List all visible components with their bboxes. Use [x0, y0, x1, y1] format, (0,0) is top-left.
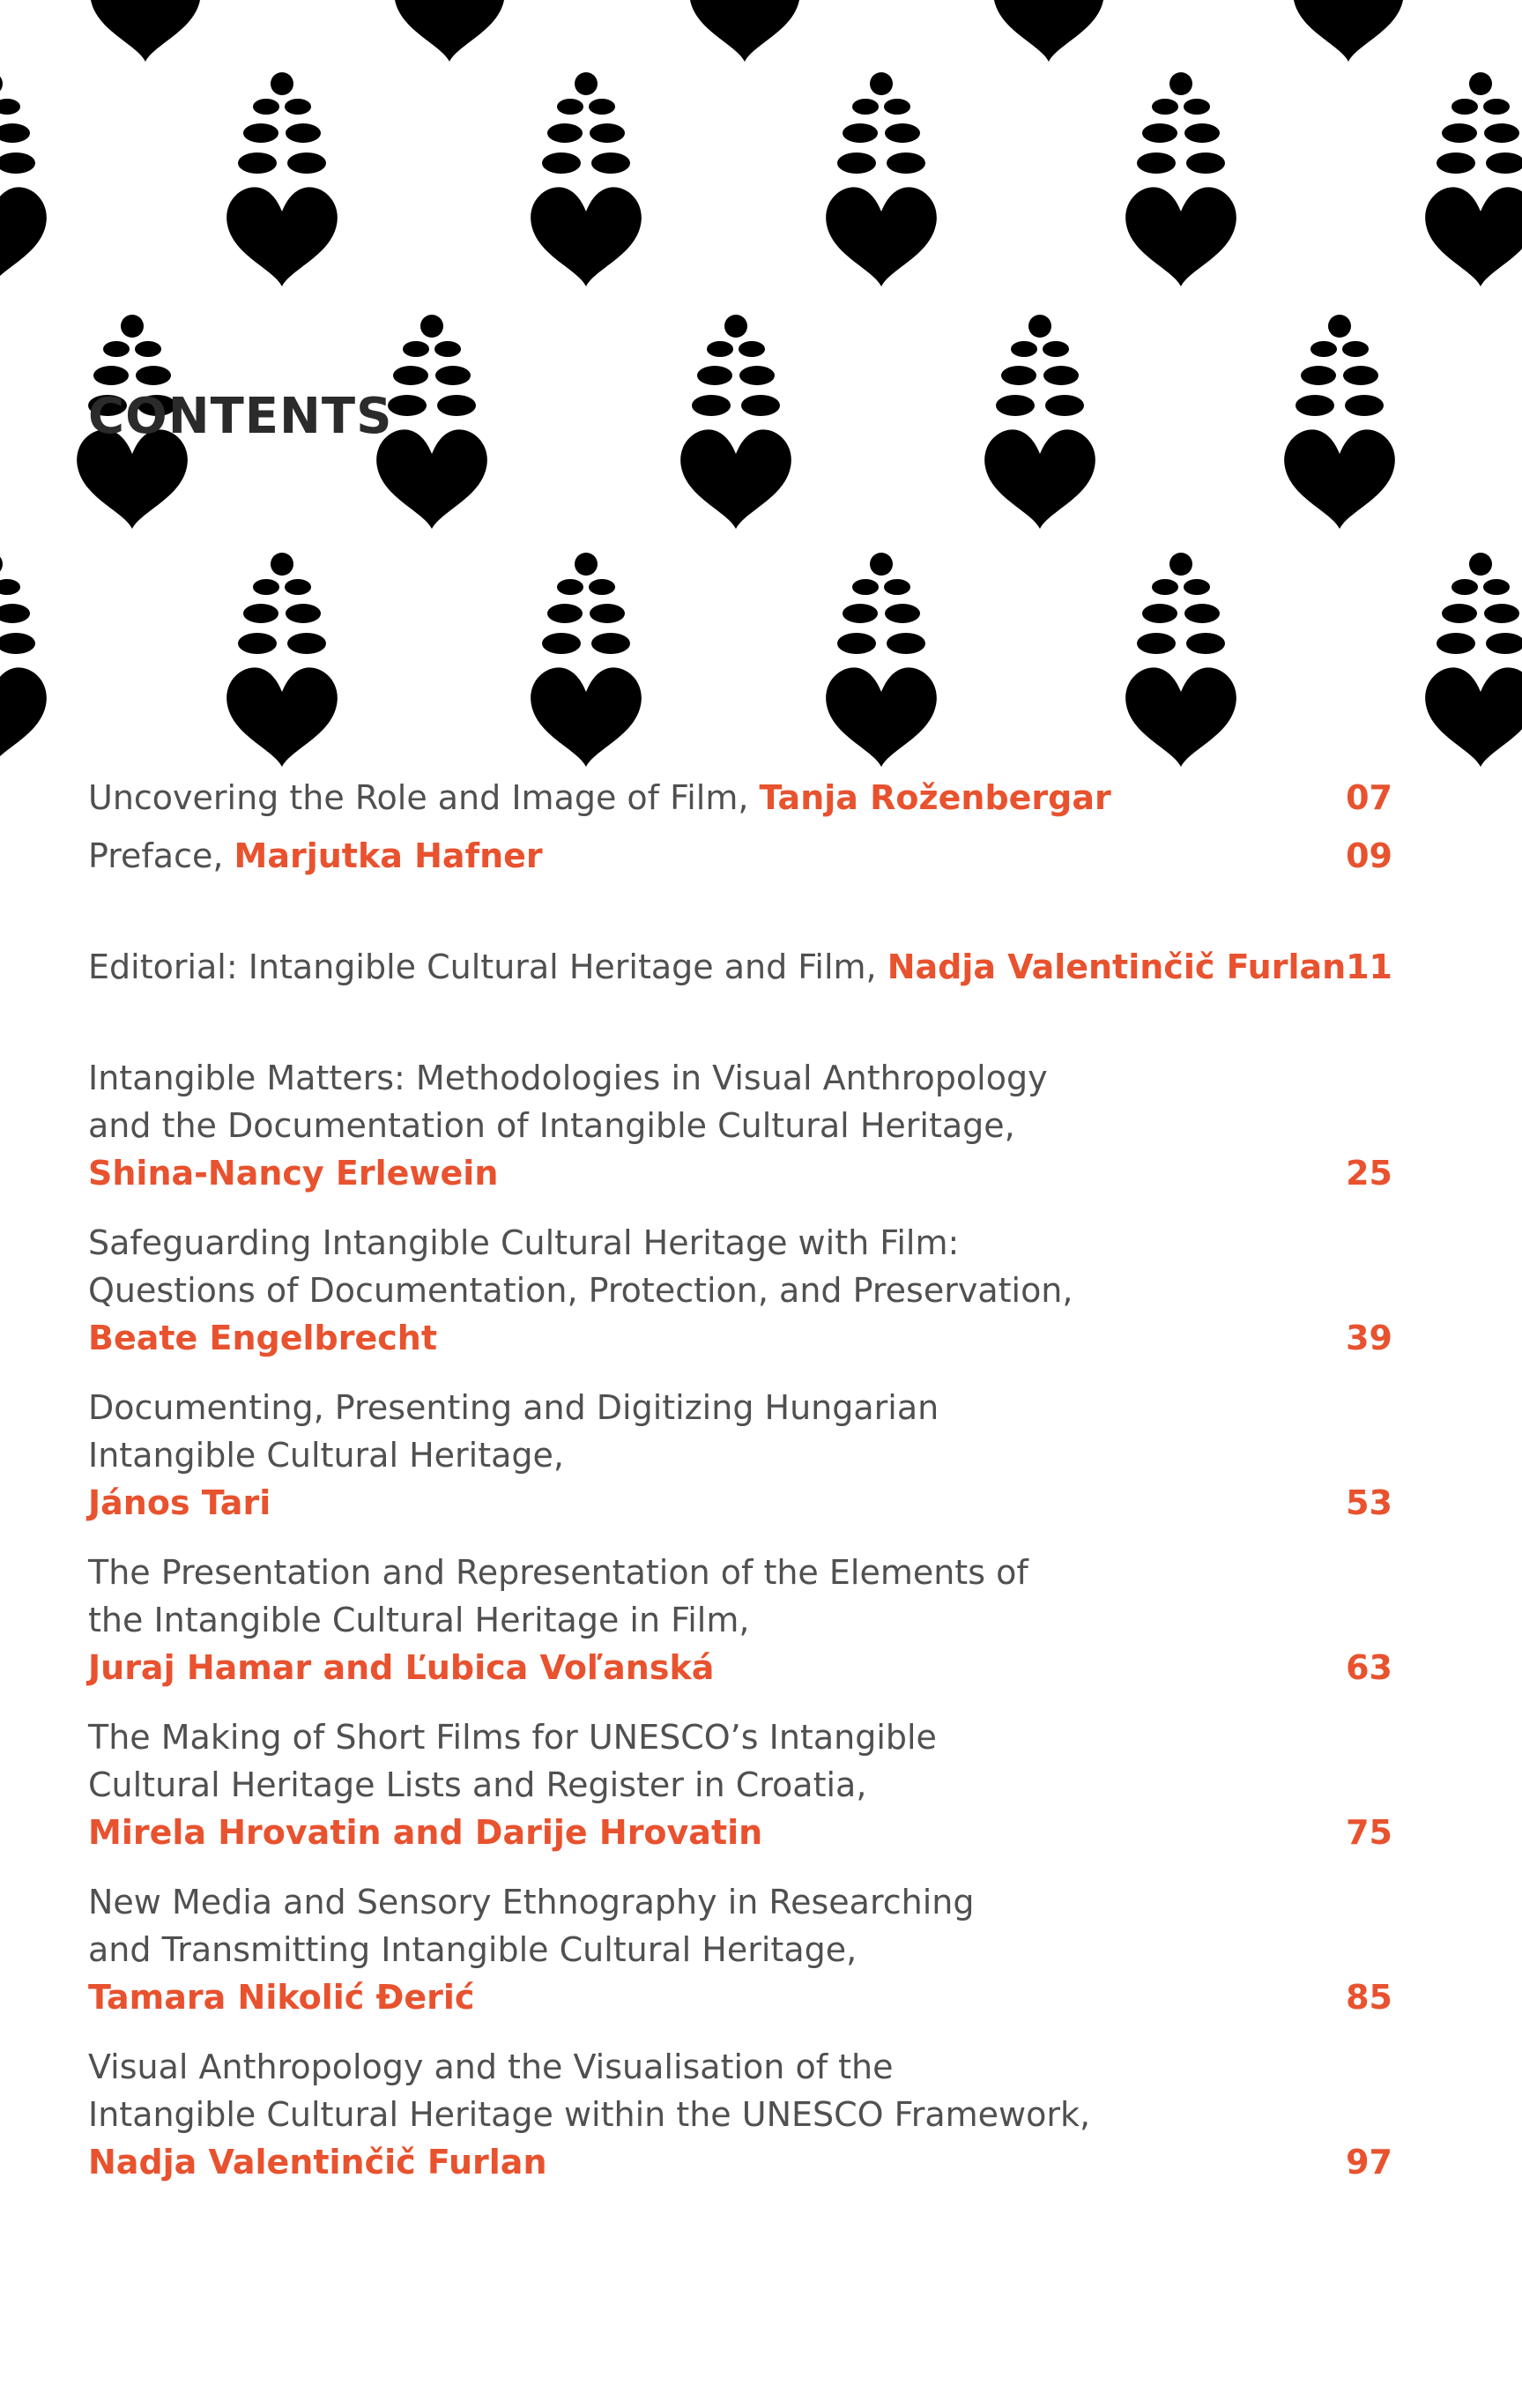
- heart-flower-motif: [0, 553, 1522, 767]
- entry-title-line: The Making of Short Films for UNESCO’s Intangible: [88, 1718, 937, 1757]
- entry-title-line: Editorial: Intangible Cultural Heritage and Film, Nadja Valentinčič Furlan: [88, 948, 1347, 986]
- entry-title-line: Preface, Marjutka Hafner: [88, 836, 543, 875]
- entry-author: János Tari: [88, 1483, 271, 1522]
- entry-title-line: Safeguarding Intangible Cultural Heritage with Film:: [88, 1223, 960, 1262]
- heart-flower-motif: [90, 0, 1404, 62]
- entry-author: Tanja Roženbergar: [759, 778, 1111, 817]
- page-number: 09: [1346, 836, 1392, 875]
- page-number: 07: [1346, 778, 1392, 817]
- page-number: 53: [1346, 1483, 1392, 1522]
- entry-author: Nadja Valentinčič Furlan: [88, 2143, 547, 2181]
- heart-flower-motif: [0, 72, 1522, 286]
- entry-author: Mirela Hrovatin and Darije Hrovatin: [88, 1813, 763, 1852]
- page-number: 39: [1346, 1319, 1392, 1357]
- toc-entry: [88, 1549, 1392, 1691]
- entry-title-line: Visual Anthropology and the Visualisation of the: [88, 2048, 894, 2086]
- entry-title-line: and the Documentation of Intangible Cultural Heritage,: [88, 1106, 1015, 1145]
- toc-entry: [88, 943, 1392, 991]
- page-number: 85: [1346, 1978, 1392, 2017]
- entry-author: Tamara Nikolić Đerić: [88, 1978, 475, 2017]
- toc-entry: [88, 1878, 1392, 2021]
- entry-author: Marjutka Hafner: [234, 836, 543, 875]
- entry-title-line: Questions of Documentation, Protection, and Preservation,: [88, 1271, 1073, 1310]
- toc-entry: [88, 1713, 1392, 1856]
- entry-title-line: Intangible Matters: Methodologies in Visual Anthropology: [88, 1059, 1048, 1097]
- toc-entry: [88, 1219, 1392, 1362]
- toc-entry: [88, 1384, 1392, 1527]
- entry-title-line: The Presentation and Representation of the Elements of: [88, 1553, 1028, 1592]
- entry-title-line: Cultural Heritage Lists and Register in Croatia,: [88, 1765, 867, 1804]
- entry-author: Beate Engelbrecht: [88, 1319, 438, 1357]
- page-number: 63: [1346, 1648, 1392, 1687]
- entry-author: Nadja Valentinčič Furlan: [887, 948, 1347, 986]
- page-number: 25: [1346, 1154, 1392, 1193]
- entry-title-line: and Transmitting Intangible Cultural Heritage,: [88, 1930, 858, 1969]
- entry-author: Shina-Nancy Erlewein: [88, 1154, 499, 1193]
- entry-title-line: Uncovering the Role and Image of Film, Tanja Roženbergar: [88, 778, 1111, 817]
- entry-title-line: Intangible Cultural Heritage,: [88, 1436, 564, 1475]
- entry-title-line: the Intangible Cultural Heritage in Film,: [88, 1601, 750, 1639]
- entry-title-line: Intangible Cultural Heritage within the UNESCO Framework,: [88, 2095, 1091, 2134]
- entry-author: Juraj Hamar and Ľubica Voľanská: [88, 1648, 715, 1687]
- toc-entry: [88, 774, 1392, 821]
- toc-entry: [88, 832, 1392, 880]
- entry-title-line: Documenting, Presenting and Digitizing Hungarian: [88, 1388, 939, 1427]
- page-number: 97: [1346, 2143, 1392, 2181]
- page-number: 11: [1346, 948, 1392, 986]
- entry-title-line: New Media and Sensory Ethnography in Researching: [88, 1883, 975, 1921]
- toc-entry: [88, 1054, 1392, 1197]
- page-number: 75: [1346, 1813, 1392, 1852]
- page-title: CONTENTS: [88, 388, 393, 445]
- toc-entry: [88, 2043, 1392, 2186]
